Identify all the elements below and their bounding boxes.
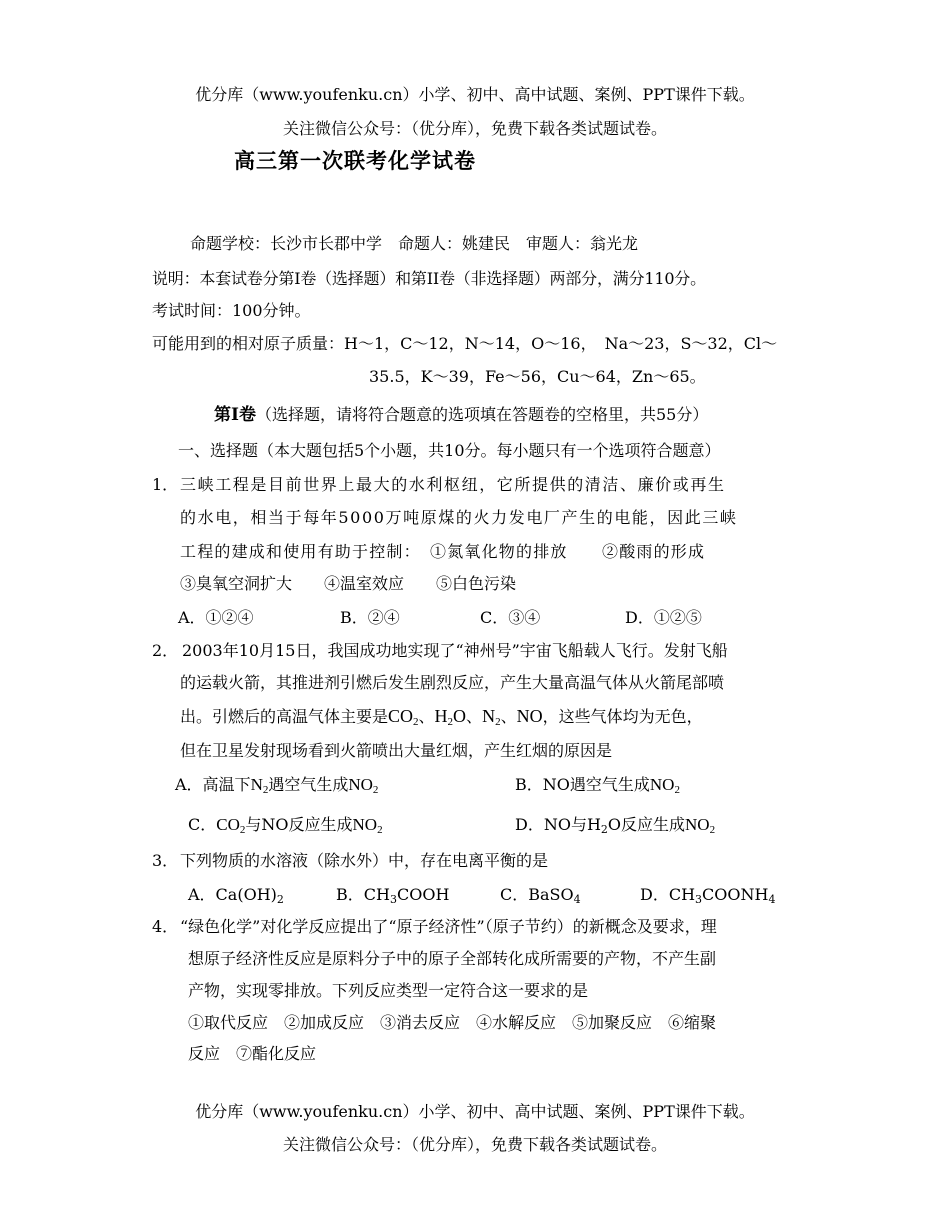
section-heading: 一、选择题（本大题包括5个小题，共10分。每小题只有一个选项符合题意） [178,441,721,460]
q4-line-3: 产物，实现零排放。下列反应类型一定符合这一要求的是 [188,981,589,1000]
separator: 、 [418,707,435,726]
page-title: 高三第一次联考化学试卷 [234,148,476,173]
formula-h2o: $H_2O$ [434,706,467,728]
q1-line-4: ③臭氧空洞扩大 ④温室效应 ⑤白色污染 [180,574,517,593]
q2-option-c[interactable]: C．$CO_2$与NO反应生成$NO_2$ [188,815,383,836]
header-line-2: 关注微信公众号：（优分库），免费下载各类试题试卷。 [282,119,667,138]
atomic-mass-line-1: 可能用到的相对原子质量：H～1，C～12，N～14，O～16， Na～23，S～32，Cl～ [152,334,778,353]
part1-heading [214,400,708,425]
q4-line-1: “绿色化学”对化学反应提出了“原子经济性”（原子节约）的新概念及要求，理 [180,917,717,936]
q3-option-d[interactable]: D．$CH_3COONH_4$ [640,885,776,906]
q2-option-d[interactable]: D．NO与$H_2O$反应生成$NO_2$ [515,815,716,836]
q2-option-a[interactable]: A．高温下$N_2$遇空气生成$NO_2$ [175,775,379,796]
q1-line-2: 的水电，相当于每年5000万吨原煤的火力发电厂产生的电能，因此三峡 [180,508,738,527]
q1-line-3: 工程的建成和使用有助于控制： ①氮氧化物的排放 ②酸雨的形成 [180,542,706,561]
footer-line-1: 优分库（www.youfenku.cn）小学、初中、高中试题、案例、PPT课件下载。 [195,1102,755,1121]
q4-line-4: ①取代反应 ②加成反应 ③消去反应 ④水解反应 ⑤加聚反应 ⑥缩聚 [188,1013,717,1032]
q1-option-d[interactable]: D．①②⑤ [625,608,702,627]
time-line: 考试时间：100分钟。 [152,301,311,320]
q3-option-b[interactable]: B．$CH_3COOH$ [336,885,450,906]
q2-number: 2． [152,641,179,660]
q2-line-3-tail: ，这些气体均为无色， [542,707,703,726]
footer-line-2: 关注微信公众号：（优分库），免费下载各类试题试卷。 [282,1135,667,1154]
q1-option-b[interactable]: B．②④ [340,608,400,627]
q3-option-a[interactable]: A．$Ca(OH)_2$ [188,885,284,906]
q4-line-2: 想原子经济性反应是原料分子中的原子全部转化成所需要的产物，不产生副 [188,949,717,968]
q2-line-3 [180,704,703,727]
atomic-mass-line-2: 35.5，K～39，Fe～56，Cu～64，Zn～65。 [369,367,706,386]
authors-line: 命题学校：长沙市长郡中学 命题人：姚建民 审题人：翁光龙 [190,234,639,253]
part1-desc: （选择题，请将符合题意的选项填在答题卷的空格里，共55分） [255,405,709,424]
q3-number: 3． [152,851,179,870]
q1-line-1: 三峡工程是目前世界上最大的水利枢纽，它所提供的清洁、廉价或再生 [180,475,726,494]
part1-label: 第Ⅰ卷 [214,405,256,425]
q4-line-5: 反应 ⑦酯化反应 [188,1044,317,1063]
q2-line-4: 但在卫星发射现场看到火箭喷出大量红烟，产生红烟的原因是 [180,741,613,760]
q2-line-3-text: 出。引燃后的高温气体主要是 [180,707,389,726]
q1-option-a[interactable]: A．①②④ [178,608,254,627]
q2-line-2: 的运载火箭，其推进剂引燃后发生剧烈反应，产生大量高温气体从火箭尾部喷 [180,673,725,692]
q4-number: 4． [152,917,179,936]
q2-line-1: 2003年10月15日，我国成功地实现了“神州号”宇宙飞船载人飞行。发射飞船 [182,641,728,660]
separator: 、 [500,707,517,726]
formula-no: NO [516,706,543,726]
formula-co2: $CO_2$ [388,706,419,728]
q1-option-c[interactable]: C．③④ [480,608,541,627]
q3-option-c[interactable]: C．BaSO$_4$ [500,885,581,906]
formula-n2: $N_2$ [482,706,501,728]
header-line-1: 优分库（www.youfenku.cn）小学、初中、高中试题、案例、PPT课件下载。 [195,85,755,104]
q1-number: 1． [152,475,179,494]
q3-stem: 下列物质的水溶液（除水外）中，存在电离平衡的是 [180,851,549,870]
q2-option-b[interactable]: B．NO遇空气生成$NO_2$ [515,775,680,796]
separator: 、 [466,707,483,726]
description-line: 说明：本套试卷分第Ⅰ卷（选择题）和第II卷（非选择题）两部分，满分110分。 [152,269,706,288]
